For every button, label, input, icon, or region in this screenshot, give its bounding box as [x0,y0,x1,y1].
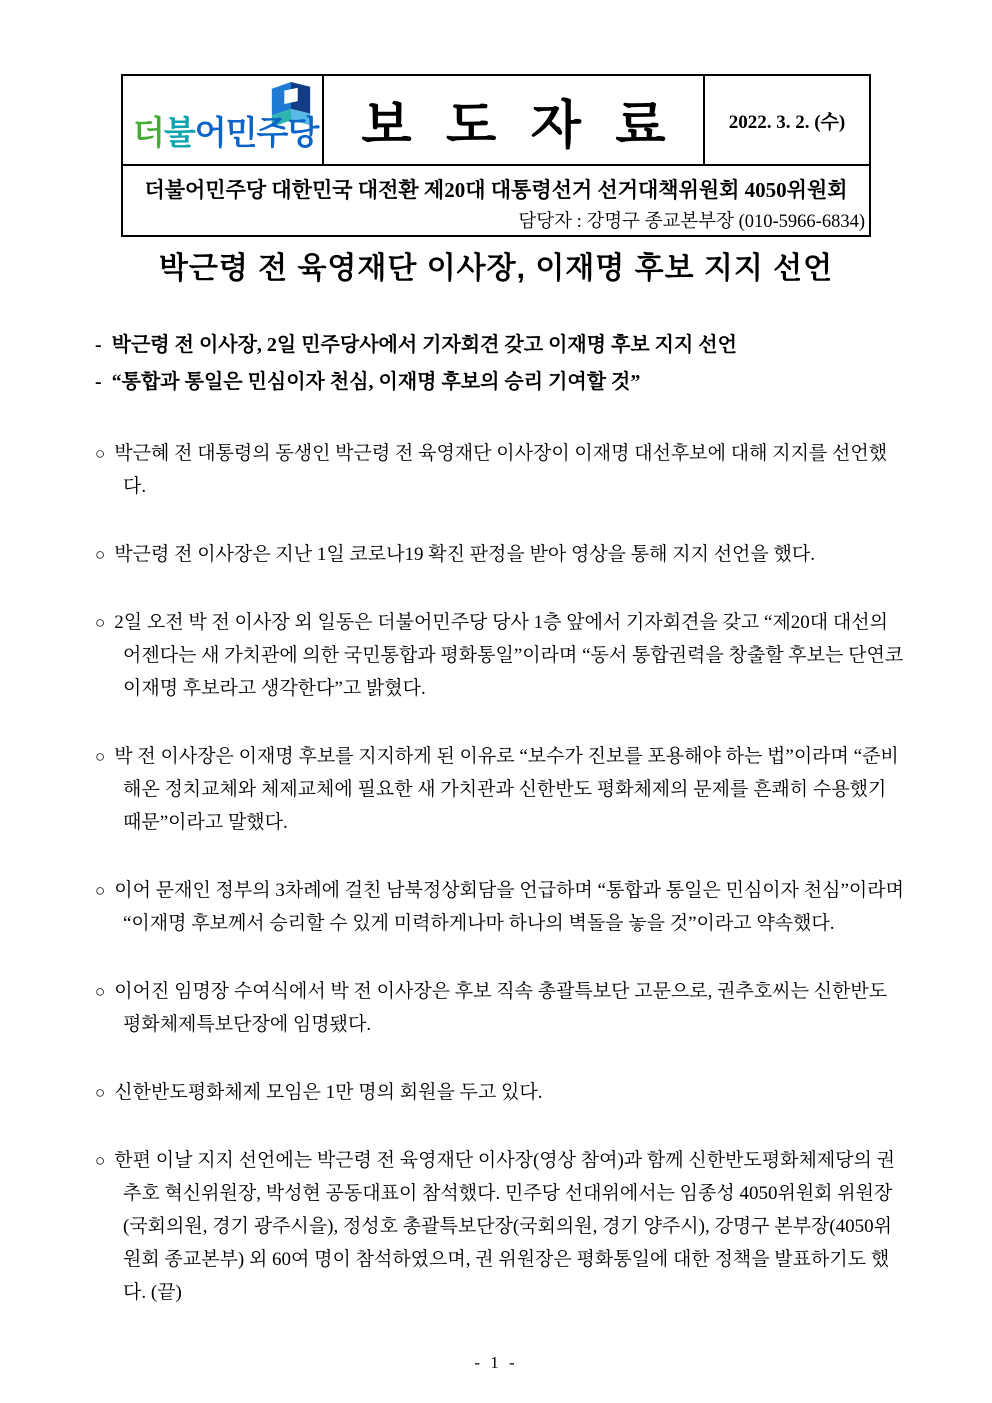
logo-chars-blue: 어민주당 [194,114,319,151]
dash-bullet: - [95,371,102,393]
dash-bullet: - [95,334,102,356]
party-logo-cell [123,76,324,164]
party-logo-text [133,107,318,154]
circle-bullet: ○ [95,444,106,463]
summary-point-text: “통합과 통일은 민심이자 천심, 이재명 후보의 승리 기여할 것” [111,371,641,393]
paragraph-text: 박근령 전 이사장은 지난 1일 코로나19 확진 판정을 받아 영상을 통해 지지 선언을 했다. [114,544,815,565]
circle-bullet: ○ [95,1083,106,1102]
header-table [121,74,871,237]
page-number: - 1 - [474,1353,518,1372]
paragraph-text: 이어진 임명장 수여식에서 박 전 이사장은 후보 직속 총괄특보단 고문으로, 권추호씨는 신한반도평화체제특보단장에 임명됐다. [114,981,888,1035]
circle-bullet: ○ [95,1151,106,1170]
paragraph-text: 박근혜 전 대통령의 동생인 박근령 전 육영재단 이사장이 이재명 대선후보에 대해 지지를 선언했다. [114,443,888,497]
summary-points [95,327,902,401]
paragraph [95,1144,904,1309]
paragraph-text: 신한반도평화체제 모임은 1만 명의 회원을 두고 있다. [114,1082,543,1103]
press-release-title: 보 도 자 료 [361,96,676,155]
contact-info: 담당자 : 강명구 종교본부장 (010-5966-6834) [518,212,865,232]
circle-bullet: ○ [95,545,106,564]
committee-name: 더불어민주당 대한민국 대전환 제20대 대통령선거 선거대책위원회 4050위원회 [144,178,848,202]
paragraph [95,1076,904,1109]
header-row-top [123,76,869,164]
body-paragraphs [95,437,904,1309]
circle-bullet: ○ [95,881,106,900]
paragraph [95,975,904,1041]
summary-point [95,327,902,364]
header-row-bottom [123,164,869,235]
paragraph [95,538,904,571]
paragraph [95,740,904,839]
paragraph [95,874,904,940]
logo-char-green: 더 [133,114,164,151]
summary-point-text: 박근령 전 이사장, 2일 민주당사에서 기자회견 갖고 이재명 후보 지지 선언 [111,334,737,356]
document-title: 박근령 전 육영재단 이사장, 이재명 후보 지지 선언 [158,252,834,285]
paragraph [95,606,904,705]
paragraph [95,437,904,503]
paragraph-text: 2일 오전 박 전 이사장 외 일동은 더불어민주당 당사 1층 앞에서 기자회견을 갖고 “제20대 대선의 어젠다는 새 가치관에 의한 국민통합과 평화통일”이라며 “동서 통합권력을 창출할 후보는 단연코 이재명 후보라고 생각한다”고 밝혔다. [114,612,904,699]
paragraph-text: 박 전 이사장은 이재명 후보를 지지하게 된 이유로 “보수가 진보를 포용해야 하는 법”이라며 “준비해온 정치교체와 체제교체에 필요한 새 가치관과 신한반도 평화체제의 문제를 흔쾌히 수용했기 때문”이라고 말했다. [114,746,899,833]
circle-bullet: ○ [95,613,106,632]
circle-bullet: ○ [95,982,106,1001]
paragraph-text: 한편 이날 지지 선언에는 박근령 전 육영재단 이사장(영상 참여)과 함께 신한반도평화체제당의 권추호 혁신위원장, 박성현 공동대표이 참석했다. 민주당 선대위에서는 임종성 4050위원회 위원장(국회의원, 경기 광주시을), 정성호 총괄특보단장(국회의원, 경기 양주시), 강명구 본부장(4050위원회 종교본부) 외 60여 명이 참석하였으며, 권 위원장은 평화통일에 대한 정책을 발표하기도 했다. (끝) [114,1150,895,1303]
logo-char-teal: 불 [163,114,195,151]
summary-point [95,364,902,401]
release-date: 2022. 3. 2. (수) [703,76,869,164]
paragraph-text: 이어 문재인 정부의 3차례에 걸친 남북정상회담을 언급하며 “통합과 통일은 민심이자 천심”이라며 “이재명 후보께서 승리할 수 있게 미력하게나마 하나의 벽돌을 놓을 것”이라고 약속했다. [114,880,904,934]
circle-bullet: ○ [95,747,106,766]
